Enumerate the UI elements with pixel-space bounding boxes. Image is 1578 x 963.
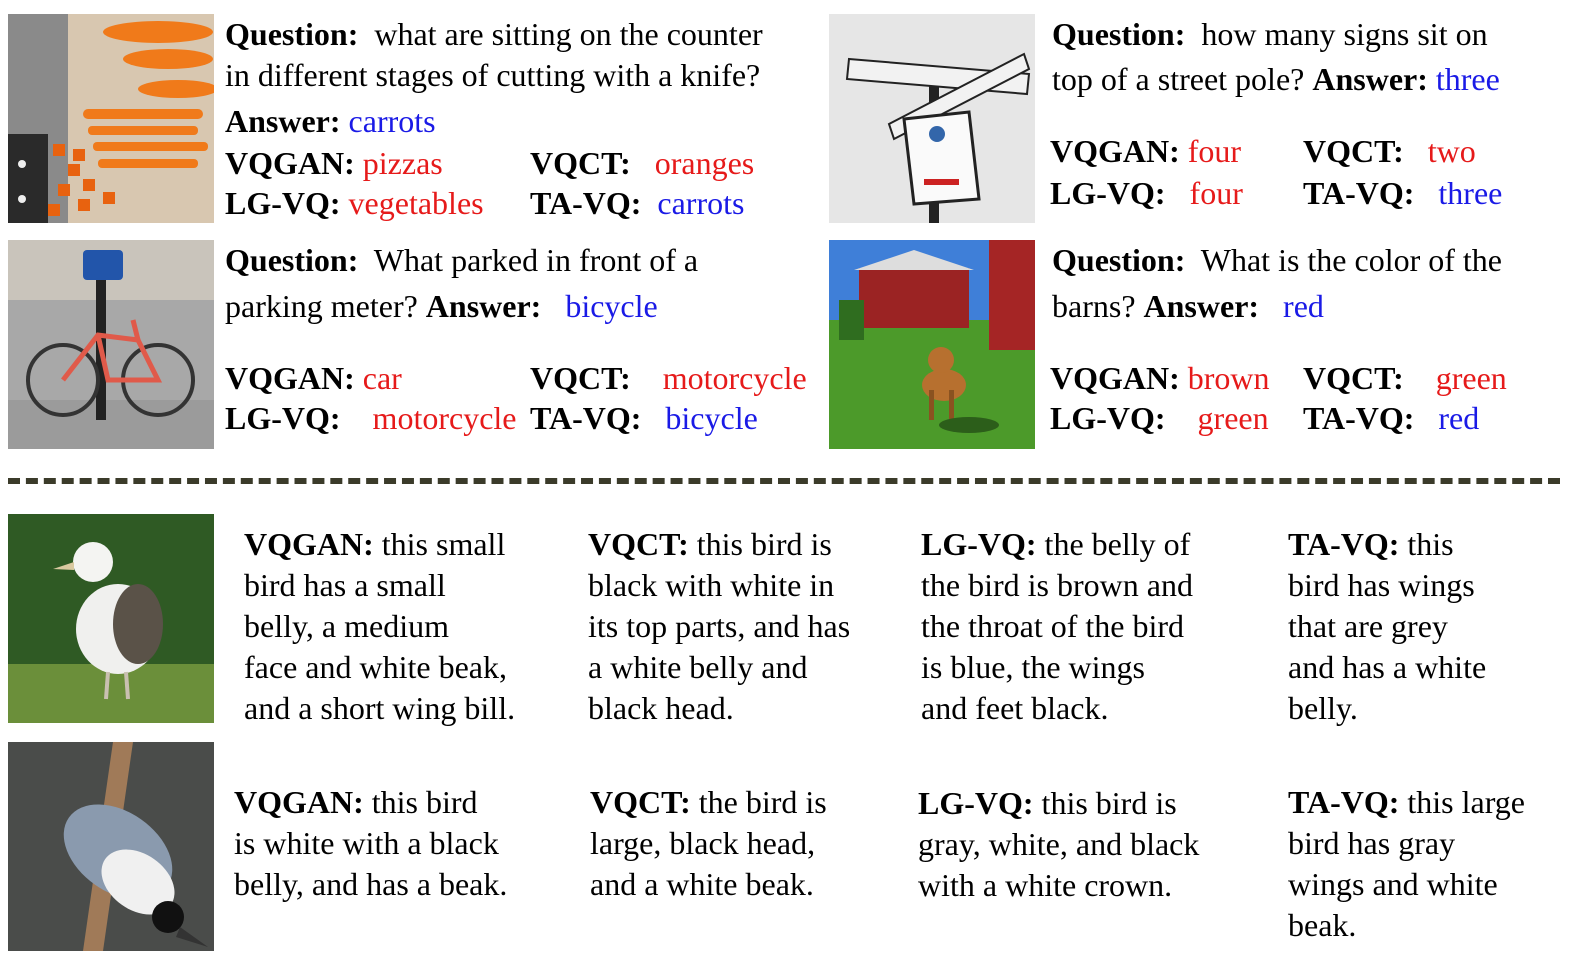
lgvq-caption: the belly of the bird is brown and the throat of the bird is blue, the wings and feet black. (921, 526, 1193, 726)
question-label: Question: (225, 242, 359, 278)
vqa-1-answer (225, 101, 436, 142)
question-text: what are sitting on the counter (374, 16, 763, 52)
tavq-label: TA-VQ: (1288, 526, 1400, 562)
answer-label: Answer: (1143, 288, 1260, 324)
question-label: Question: (225, 16, 359, 52)
answer-label: Answer: (1312, 61, 1428, 97)
vqa-2-vqct (1303, 131, 1476, 172)
answer-value: carrots (348, 103, 436, 139)
lgvq-label: LG-VQ: (1050, 175, 1166, 211)
cow-barn-photo (829, 240, 1035, 449)
vqa-1-vqct (530, 143, 754, 184)
vqa-1-question (225, 14, 763, 55)
vqgan-pred: brown (1187, 360, 1270, 396)
vqgan-caption: this small bird has a small belly, a medium face and white beak, and a short wing bill. (244, 526, 516, 726)
caption-2-vqct (590, 782, 827, 905)
vqgan-label: VQGAN: (1050, 133, 1180, 169)
question-text: parking meter? (225, 288, 418, 324)
vqa-2-tavq (1303, 173, 1502, 214)
caption-1-vqct (588, 524, 850, 729)
vqgan-pred: pizzas (362, 145, 443, 181)
vqa-2-question-cont (1052, 59, 1500, 100)
vqa-4-vqgan (1050, 358, 1270, 399)
vqa-1-vqgan (225, 143, 443, 184)
vqa-2-vqgan (1050, 131, 1241, 172)
tavq-label: TA-VQ: (1303, 400, 1415, 436)
vqgan-label: VQGAN: (1050, 360, 1180, 396)
lgvq-label: LG-VQ: (921, 526, 1037, 562)
lgvq-pred: motorcycle (372, 400, 517, 436)
vqa-3-tavq (530, 398, 758, 439)
answer-value: three (1435, 61, 1500, 97)
tavq-pred: three (1438, 175, 1503, 211)
tavq-label: TA-VQ: (1303, 175, 1415, 211)
vqct-label: VQCT: (590, 784, 691, 820)
vqgan-label: VQGAN: (225, 360, 355, 396)
street-sign-photo (829, 14, 1035, 223)
question-label: Question: (1052, 242, 1186, 278)
caption-1-tavq (1288, 524, 1486, 729)
lgvq-pred: four (1189, 175, 1243, 211)
bicycle-photo (8, 240, 214, 449)
vqct-caption: this bird is black with white in its top parts, and has a white belly and black head. (588, 526, 851, 726)
question-text: top of a street pole? (1052, 61, 1305, 97)
vqct-label: VQCT: (1303, 360, 1404, 396)
albatross-photo (8, 514, 214, 723)
tavq-label: TA-VQ: (1288, 784, 1400, 820)
vqgan-pred: four (1187, 133, 1242, 169)
carrots-photo (8, 14, 214, 223)
tavq-pred: bicycle (665, 400, 758, 436)
vqct-caption: the bird is large, black head, and a white beak. (590, 784, 827, 902)
question-text: in different stages of cutting with a knife? (225, 57, 761, 93)
caption-2-tavq (1288, 782, 1525, 946)
vqa-4-question-cont (1052, 286, 1324, 327)
nuthatch-photo (8, 742, 214, 951)
vqa-2-question (1052, 14, 1488, 55)
answer-value: bicycle (565, 288, 658, 324)
caption-2-vqgan (234, 782, 507, 905)
lgvq-pred: green (1197, 400, 1269, 436)
vqct-label: VQCT: (588, 526, 689, 562)
vqct-pred: oranges (654, 145, 755, 181)
answer-label: Answer: (425, 288, 542, 324)
vqa-3-lgvq (225, 398, 516, 439)
vqgan-label: VQGAN: (225, 145, 355, 181)
section-divider (8, 478, 1560, 484)
vqgan-pred: car (362, 360, 402, 396)
vqgan-label: VQGAN: (234, 784, 364, 820)
caption-1-lgvq (921, 524, 1193, 729)
vqa-1-lgvq (225, 183, 484, 224)
tavq-label: TA-VQ: (530, 400, 642, 436)
question-text: barns? (1052, 288, 1136, 324)
vqct-pred: motorcycle (662, 360, 807, 396)
vqa-4-tavq (1303, 398, 1479, 439)
lgvq-caption: this bird is gray, white, and black with a white crown. (918, 785, 1200, 903)
lgvq-label: LG-VQ: (225, 400, 341, 436)
lgvq-label: LG-VQ: (225, 185, 341, 221)
caption-1-vqgan (244, 524, 515, 729)
vqct-label: VQCT: (530, 360, 631, 396)
tavq-caption: this bird has wings that are grey and has a white belly. (1288, 526, 1487, 726)
vqa-4-vqct (1303, 358, 1507, 399)
vqgan-caption: this bird is white with a black belly, and has a beak. (234, 784, 508, 902)
caption-2-lgvq (918, 783, 1199, 906)
vqa-3-vqgan (225, 358, 402, 399)
answer-value: red (1283, 288, 1324, 324)
vqa-3-vqct (530, 358, 807, 399)
answer-label: Answer: (225, 103, 341, 139)
lgvq-pred: vegetables (348, 185, 484, 221)
tavq-label: TA-VQ: (530, 185, 642, 221)
question-text: What is the color of the (1200, 242, 1502, 278)
lgvq-label: LG-VQ: (918, 785, 1034, 821)
vqa-1-question-cont (225, 55, 760, 96)
tavq-pred: red (1438, 400, 1480, 436)
vqct-pred: green (1435, 360, 1507, 396)
vqct-pred: two (1427, 133, 1476, 169)
vqct-label: VQCT: (530, 145, 631, 181)
question-text: how many signs sit on (1201, 16, 1488, 52)
vqct-label: VQCT: (1303, 133, 1404, 169)
vqa-4-question (1052, 240, 1502, 281)
lgvq-label: LG-VQ: (1050, 400, 1166, 436)
vqa-3-question (225, 240, 698, 281)
vqa-4-lgvq (1050, 398, 1269, 439)
tavq-caption: this large bird has gray wings and white beak. (1288, 784, 1525, 943)
question-text: What parked in front of a (373, 242, 699, 278)
question-label: Question: (1052, 16, 1186, 52)
vqa-1-tavq (530, 183, 744, 224)
tavq-pred: carrots (657, 185, 745, 221)
vqa-3-question-cont (225, 286, 658, 327)
vqa-2-lgvq (1050, 173, 1243, 214)
vqgan-label: VQGAN: (244, 526, 374, 562)
